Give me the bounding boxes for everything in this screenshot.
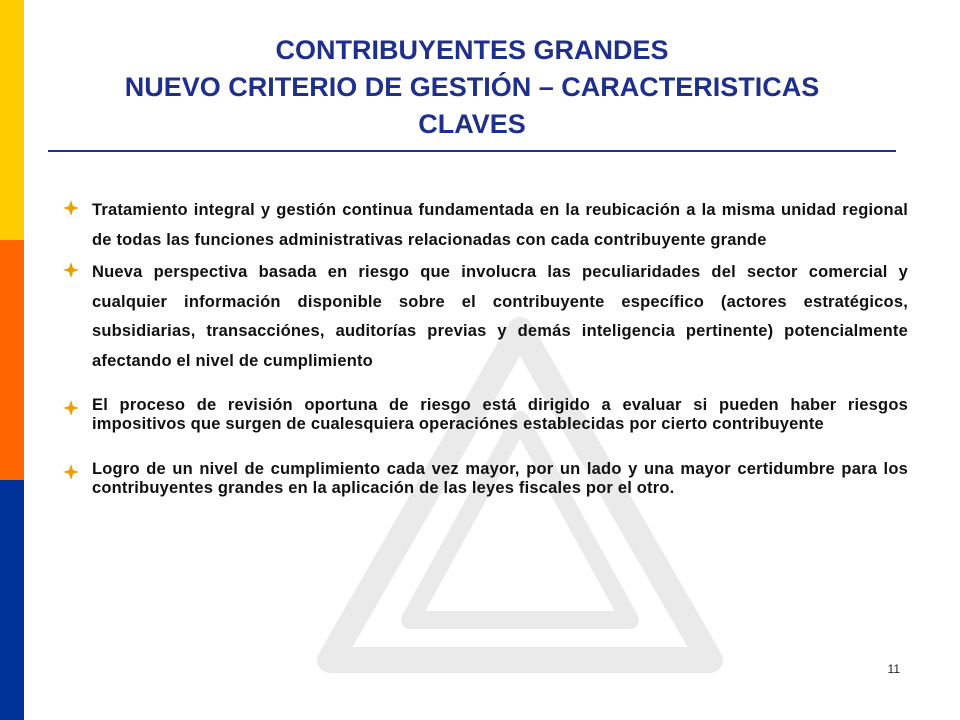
slide-title xyxy=(48,32,896,143)
list-item xyxy=(62,460,908,498)
diamond-bullet-icon xyxy=(62,463,80,481)
bullet-text: Nueva perspectiva basada en riesgo que involucra las peculiaridades del sector comercial y cualquier información disponible sobre el contribuyente específico (actores estratégicos, subsidiarias, transacciónes, auditorías previas y demás inteligencia pertinente) potencialmente afectando el nivel de cumplimiento xyxy=(92,263,908,370)
page-number: 11 xyxy=(887,662,900,676)
title-line-3: CLAVES xyxy=(418,109,526,139)
bullet-text: Logro de un nivel de cumplimiento cada vez mayor, por un lado y una mayor certidumbre para los contribuyentes grandes en la aplicación de las leyes fiscales por el otro. xyxy=(92,460,908,497)
left-stripe-yellow xyxy=(0,0,24,240)
list-item xyxy=(62,396,908,434)
diamond-bullet-icon xyxy=(62,261,80,279)
bullet-text: El proceso de revisión oportuna de riesgo está dirigido a evaluar si pueden haber riesgos impositivos que surgen de cualesquiera operaciónes establecidas por cierto contribuyente xyxy=(92,396,908,433)
left-stripe-blue xyxy=(0,480,24,720)
title-line-1: CONTRIBUYENTES GRANDES xyxy=(275,35,669,65)
diamond-bullet-icon xyxy=(62,399,80,417)
bullet-list xyxy=(62,196,908,498)
title-divider xyxy=(48,150,896,152)
list-item xyxy=(62,196,908,255)
list-item xyxy=(62,258,908,376)
title-line-2: NUEVO CRITERIO DE GESTIÓN – CARACTERISTICAS xyxy=(124,72,820,102)
left-stripe-orange xyxy=(0,240,24,480)
diamond-bullet-icon xyxy=(62,199,80,217)
bullet-text: Tratamiento integral y gestión continua fundamentada en la reubicación a la misma unidad regional de todas las funciones administrativas relacionadas con cada contribuyente grande xyxy=(92,201,908,249)
